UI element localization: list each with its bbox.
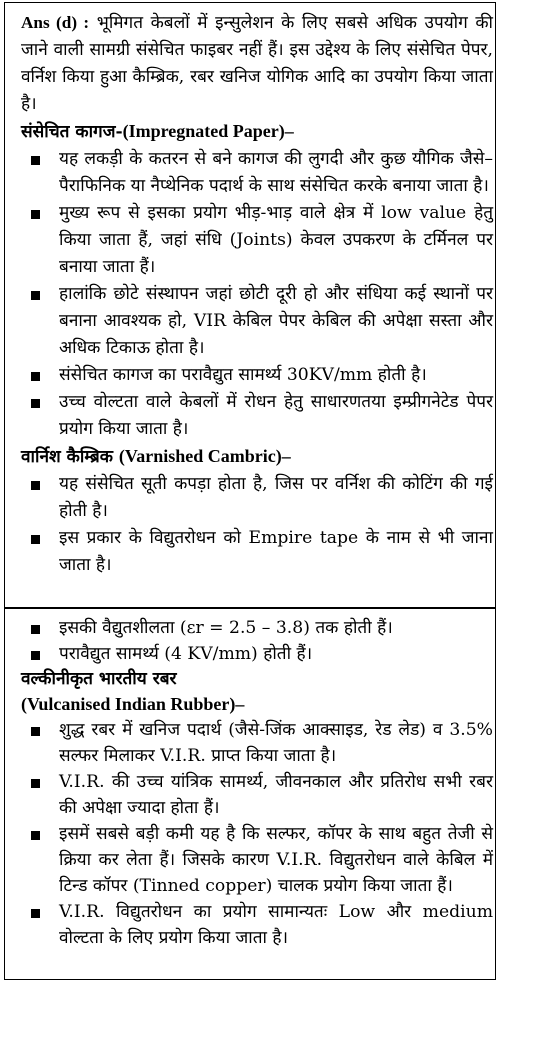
bullet-icon: [31, 372, 40, 381]
list-item-text: यह लकड़ी के कतरन से बने कागज की लुगदी और कुछ यौगिक जैसे– पैराफिनिक या नैप्थेनिक पदार्थ के साथ संसेचित करके बनाया जाता है।: [59, 149, 493, 196]
bullet-icon: [31, 831, 40, 840]
list-item: [21, 641, 493, 667]
section-heading-vir-english: (Vulcanised Indian Rubber)–: [21, 694, 245, 714]
answer-label: Ans (d) :: [21, 13, 90, 32]
intro-text: भूमिगत केबलों में इन्सुलेशन के लिए सबसे अधिक उपयोग की जाने वाली सामग्री संसेचित फाइबर नहीं हैं। इस उद्देश्य के लिए संसेचित पेपर, वर्निश किया हुआ कैम्ब्रिक, रबर खनिज योगिक आदि का उपयोग किया जाता है।: [21, 13, 494, 114]
list-item-text: संसेचित कागज का परावैद्युत सामर्थ्य 30KV/mm होती है।: [59, 365, 427, 385]
heading-english: (Impregnated Paper)–: [122, 121, 294, 141]
heading-english: (Varnished Cambric)–: [118, 446, 291, 466]
list-item: [21, 146, 493, 200]
list-item: [21, 389, 493, 443]
list-item: [21, 615, 493, 641]
bullet-icon: [31, 651, 40, 660]
heading-hindi: संसेचित कागज-: [21, 122, 123, 142]
list-item: [21, 899, 493, 951]
heading-hindi: वार्निश कैम्ब्रिक: [21, 447, 119, 467]
bullet-icon: [31, 481, 40, 490]
bullet-icon: [31, 210, 40, 219]
bullet-icon: [31, 291, 40, 300]
list-item-text: इसकी वैद्युतशीलता (εr = 2.5 – 3.8) तक होती हैं।: [59, 618, 393, 638]
list-item: [21, 471, 493, 525]
list-item: [21, 525, 493, 579]
bullet-icon: [31, 909, 40, 918]
answer-content-continued: [21, 615, 493, 951]
section-heading-impregnated-paper: [21, 118, 493, 146]
list-item-text: शुद्ध रबर में खनिज पदार्थ (जैसे-जिंक आक्साइड, रेड लेड) व 3.5% सल्फर मिलाकर V.I.R. प्राप्त किया जाता है।: [59, 720, 493, 766]
list-item: [21, 200, 493, 281]
bullet-icon: [31, 727, 40, 736]
answer-content: [21, 9, 493, 579]
list-item: [21, 821, 493, 899]
answer-box-top: [4, 2, 496, 608]
list-item-text: उच्च वोल्टता वाले केबलों में रोधन हेतु साधारणतया इम्प्रीगनेटेड पेपर प्रयोग किया जाता है।: [59, 392, 493, 439]
list-item: [21, 717, 493, 769]
list-item-text: हालांकि छोटे संस्थापन जहां छोटी दूरी हो और संधिया कई स्थानों पर बनाना आवश्यक हो, VIR केबिल पेपर केबिल की अपेक्षा सस्ता और अधिक टिकाऊ होता है।: [59, 284, 493, 358]
bullet-icon: [31, 399, 40, 408]
list-item-text: मुख्य रूप से इसका प्रयोग भीड़-भाड़ वाले क्षेत्र में low value हेतु किया जाता हैं, जहां संधि (Joints) केवल उपकरण के टर्मिनल पर बनाया जाता हैं।: [59, 203, 493, 277]
bullet-icon: [31, 779, 40, 788]
list-item: [21, 362, 493, 389]
answer-box-bottom: [4, 608, 496, 980]
list-item-text: इस प्रकार के विद्युतरोधन को Empire tape के नाम से भी जाना जाता है।: [59, 528, 493, 575]
section-heading-varnished-cambric: [21, 443, 493, 471]
list-item-text: V.I.R. की उच्च यांत्रिक सामर्थ्य, जीवनकाल और प्रतिरोध सभी रबर की अपेक्षा ज्यादा होता हैं।: [59, 772, 493, 818]
list-item: [21, 281, 493, 362]
bullet-icon: [31, 535, 40, 544]
intro-paragraph: [21, 9, 493, 118]
list-item-text: इसमें सबसे बड़ी कमी यह है कि सल्फर, कॉपर के साथ बहुत तेजी से क्रिया कर लेता हैं। जिसके कारण V.I.R. विद्युतरोधन वाले केबिल में टिन्ड कॉपर (Tinned copper) चालक प्रयोग किया जाता हैं।: [59, 824, 493, 896]
bullet-icon: [31, 625, 40, 634]
section-heading-vir-hindi: वल्कीनीकृत भारतीय रबर: [21, 669, 177, 689]
bullet-icon: [31, 156, 40, 165]
list-item-text: यह संसेचित सूती कपड़ा होता है, जिस पर वर्निश की कोटिंग की गई होती है।: [59, 474, 493, 521]
list-item-text: परावैद्युत सामर्थ्य (4 KV/mm) होती हैं।: [59, 644, 313, 664]
list-item-text: V.I.R. विद्युतरोधन का प्रयोग सामान्यतः Low और medium वोल्टता के लिए प्रयोग किया जाता है।: [59, 902, 493, 948]
list-item: [21, 769, 493, 821]
